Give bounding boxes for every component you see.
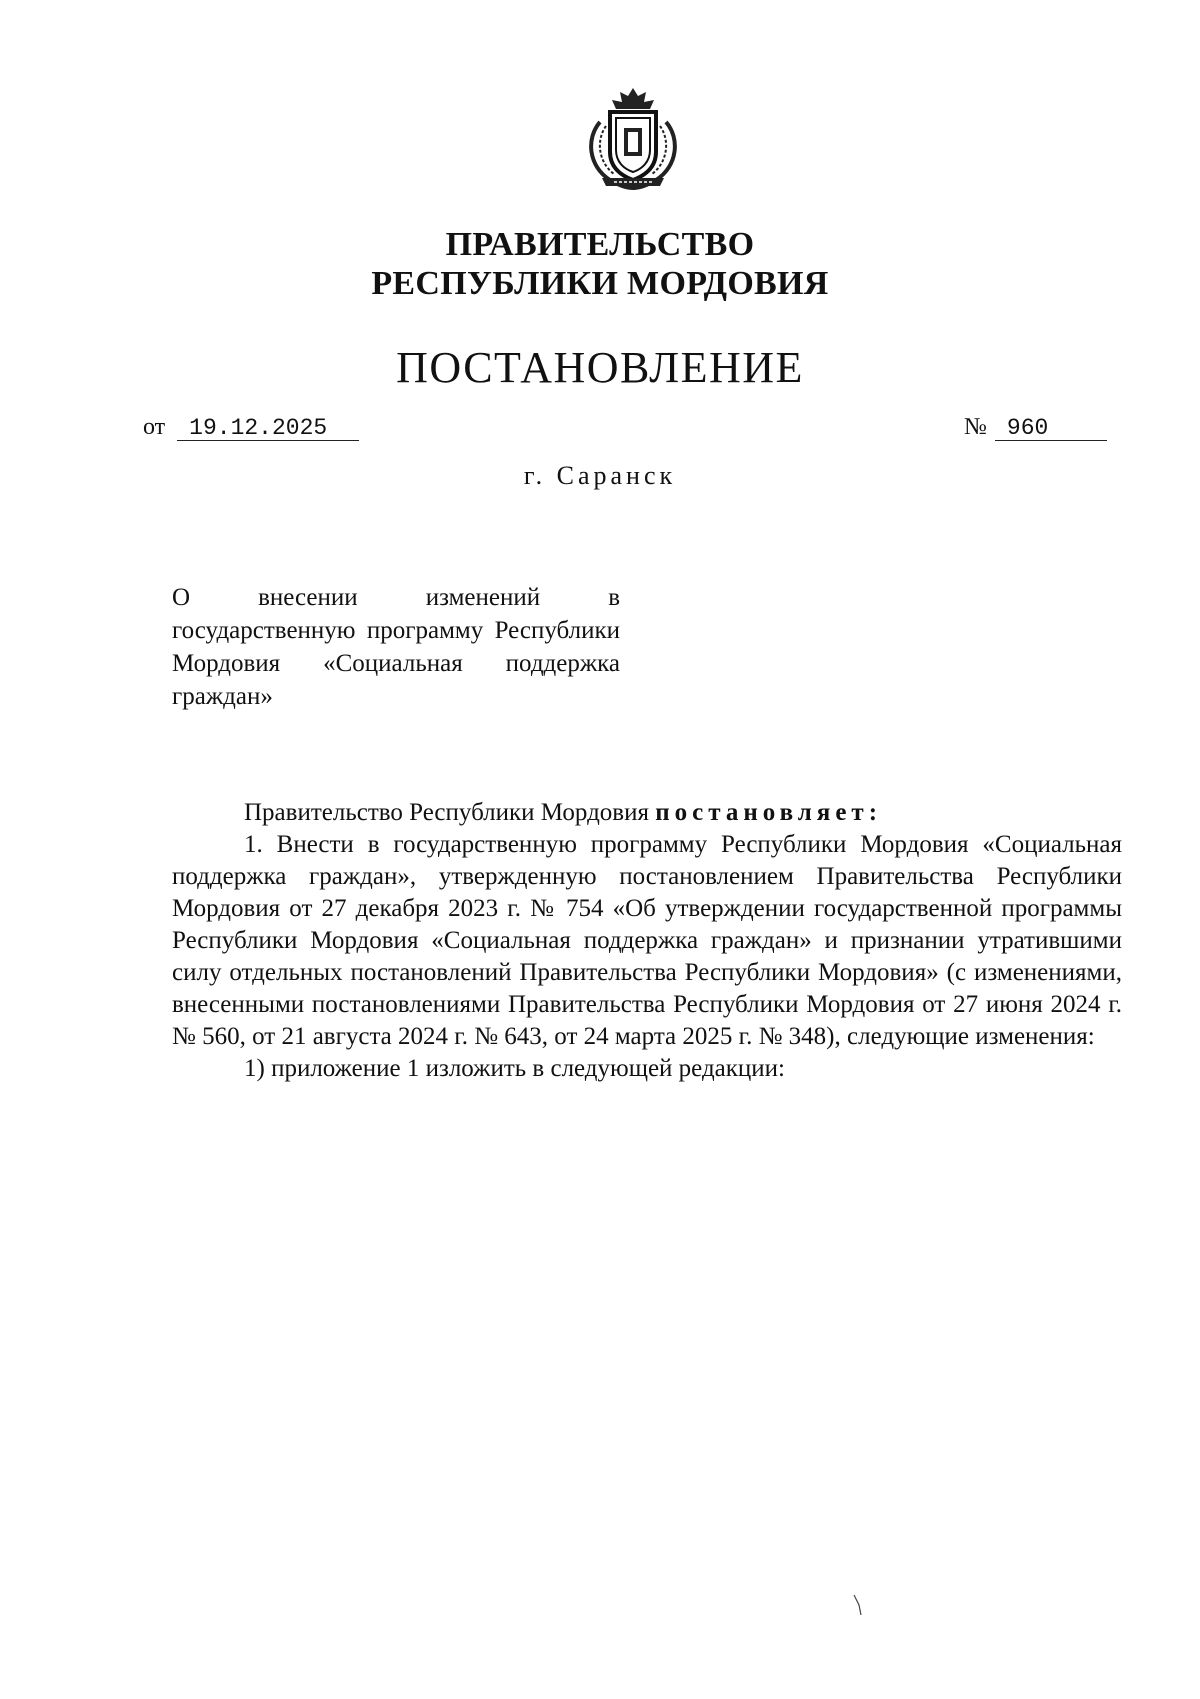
preamble-paragraph <box>172 797 1122 829</box>
city: г. Саранск <box>523 461 677 490</box>
preamble-text: Правительство Республики Мордовия <box>244 799 649 826</box>
document-body <box>172 797 1122 1085</box>
date-row <box>143 414 359 441</box>
number-prefix: № <box>964 414 987 440</box>
subitem-1-paragraph: 1) приложение 1 изложить в следующей редакции: <box>244 1055 785 1082</box>
item-1-paragraph: 1. Внести в государственную программу Республики Мордовия «Социальная поддержка граждан», утвержденную постановлением Правительства Республики Мордовия от 27 декабря 2023 г. № 754 «Об утверждении государственной программы Республики Мордовия «Социальная поддержка граждан» и признании утратившими силу отдельных постановлений Правительства Республики Мордовия» (с изменениями, внесенными постановлениями Правительства Республики Мордовия от 27 июня 2024 г. № 560, от 21 августа 2024 г. № 643, от 24 марта 2025 г. № 348), следующие изменения: <box>172 831 1122 1050</box>
document-type: ПОСТАНОВЛЕНИЕ <box>396 343 804 392</box>
number-row <box>964 414 1107 441</box>
coat-of-arms-icon <box>580 82 686 194</box>
government-name-line1: ПРАВИТЕЛЬСТВО <box>445 226 755 263</box>
date-prefix: от <box>143 414 166 440</box>
document-date: 19.12.2025 <box>177 416 359 441</box>
document-subject: О внесении изменений в государственную программу Республики Мордовия «Социальная поддержка граждан» <box>172 584 620 710</box>
document-number: 960 <box>995 416 1107 441</box>
government-name-line2: РЕСПУБЛИКИ МОРДОВИЯ <box>371 265 829 302</box>
scan-mark <box>852 1593 866 1617</box>
decree-word: постановляет: <box>655 799 883 826</box>
